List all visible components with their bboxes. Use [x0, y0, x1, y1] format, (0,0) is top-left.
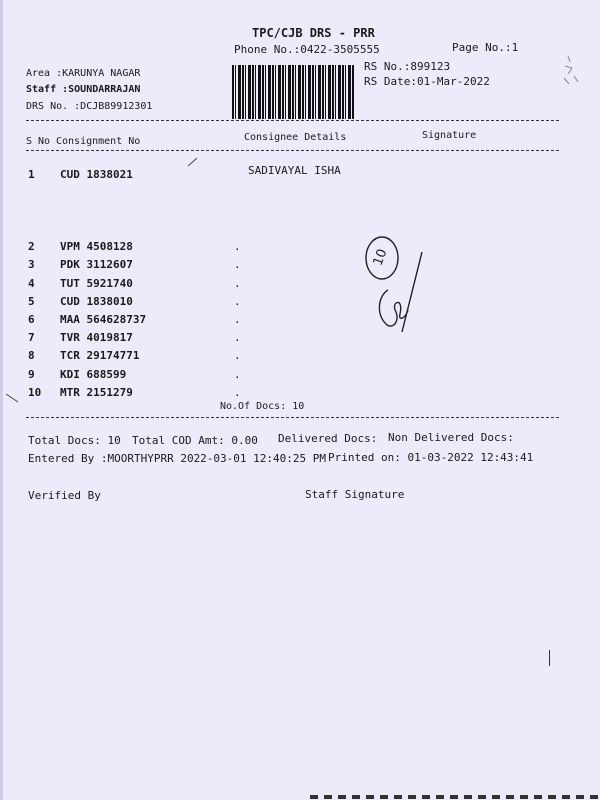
entered-by: Entered By :MOORTHYPRR 2022-03-01 12:40:25 PM — [28, 452, 327, 465]
staff-field: Staff :SOUNDARRAJAN — [26, 84, 141, 95]
col-sno: S No — [26, 136, 51, 147]
row-consignee: . — [234, 368, 241, 381]
row-sno: 8 — [28, 349, 35, 362]
page-number: Page No.:1 — [452, 41, 519, 54]
rs-date: RS Date:01-Mar-2022 — [364, 75, 490, 88]
verified-by: Verified By — [28, 489, 101, 502]
row-sno: 3 — [28, 258, 35, 271]
non-delivered-docs: Non Delivered Docs: — [388, 431, 514, 444]
svg-text:10: 10 — [370, 247, 391, 268]
row-consignee: . — [234, 349, 241, 362]
row-sno: 5 — [28, 295, 35, 308]
scan-edge — [0, 0, 3, 800]
barcode — [232, 65, 354, 119]
edge-tick — [4, 392, 22, 406]
row-sno: 6 — [28, 313, 35, 326]
divider-header — [26, 150, 559, 151]
row-sno: 4 — [28, 277, 35, 290]
divider-top — [26, 120, 559, 121]
scan-smudge-icon — [560, 52, 584, 88]
total-cod: Total COD Amt: 0.00 — [132, 434, 258, 447]
area-field: Area :KARUNYA NAGAR — [26, 68, 141, 79]
divider-summary — [26, 417, 559, 418]
row-consignee: . — [234, 313, 241, 326]
col-signature: Signature — [422, 130, 477, 141]
printed-on: Printed on: 01-03-2022 12:43:41 — [328, 451, 534, 464]
row-consignment-number: KDI 688599 — [60, 368, 127, 381]
row-consignment-number: TCR 29174771 — [60, 349, 140, 362]
row-consignee: . — [234, 277, 241, 290]
row-sno: 7 — [28, 331, 35, 344]
phone-number: Phone No.:0422-3505555 — [234, 43, 380, 56]
row-sno: 2 — [28, 240, 35, 253]
row-consignment-number: CUD 1838010 — [60, 295, 133, 308]
row-consignee: . — [234, 240, 241, 253]
row-consignment-number: PDK 3112607 — [60, 258, 133, 271]
staff-signature: Staff Signature — [305, 488, 405, 501]
row-consignment-number: TVR 4019817 — [60, 331, 133, 344]
row-sno: 9 — [28, 368, 35, 381]
handwritten-signature — [360, 232, 432, 344]
row-consignee: SADIVAYAL ISHA — [248, 164, 341, 177]
row-consignee: . — [234, 386, 241, 399]
delivered-docs: Delivered Docs: — [278, 432, 378, 445]
row-consignment-number: TUT 5921740 — [60, 277, 133, 290]
row-consignee: . — [234, 331, 241, 344]
rs-number: RS No.:899123 — [364, 60, 451, 73]
row-consignee: . — [234, 258, 241, 271]
col-consignee: Consignee Details — [244, 132, 347, 143]
bottom-edge-mark — [310, 795, 600, 799]
pen-stroke — [186, 156, 200, 168]
docs-count: No.Of Docs: 10 — [220, 401, 305, 412]
row-consignment-number: CUD 1838021 — [60, 168, 133, 181]
row-consignee: . — [234, 295, 241, 308]
row-sno: 10 — [28, 386, 42, 399]
row-consignment-number: MTR 2151279 — [60, 386, 133, 399]
drs-number: DRS No. :DCJB89912301 — [26, 101, 153, 112]
total-docs: Total Docs: 10 — [28, 434, 121, 447]
scan-mark — [549, 650, 550, 666]
col-consignment: Consignment No — [56, 136, 141, 147]
row-consignment-number: VPM 4508128 — [60, 240, 133, 253]
document-title: TPC/CJB DRS - PRR — [252, 26, 375, 40]
row-consignment-number: MAA 564628737 — [60, 313, 147, 326]
row-sno: 1 — [28, 168, 35, 181]
